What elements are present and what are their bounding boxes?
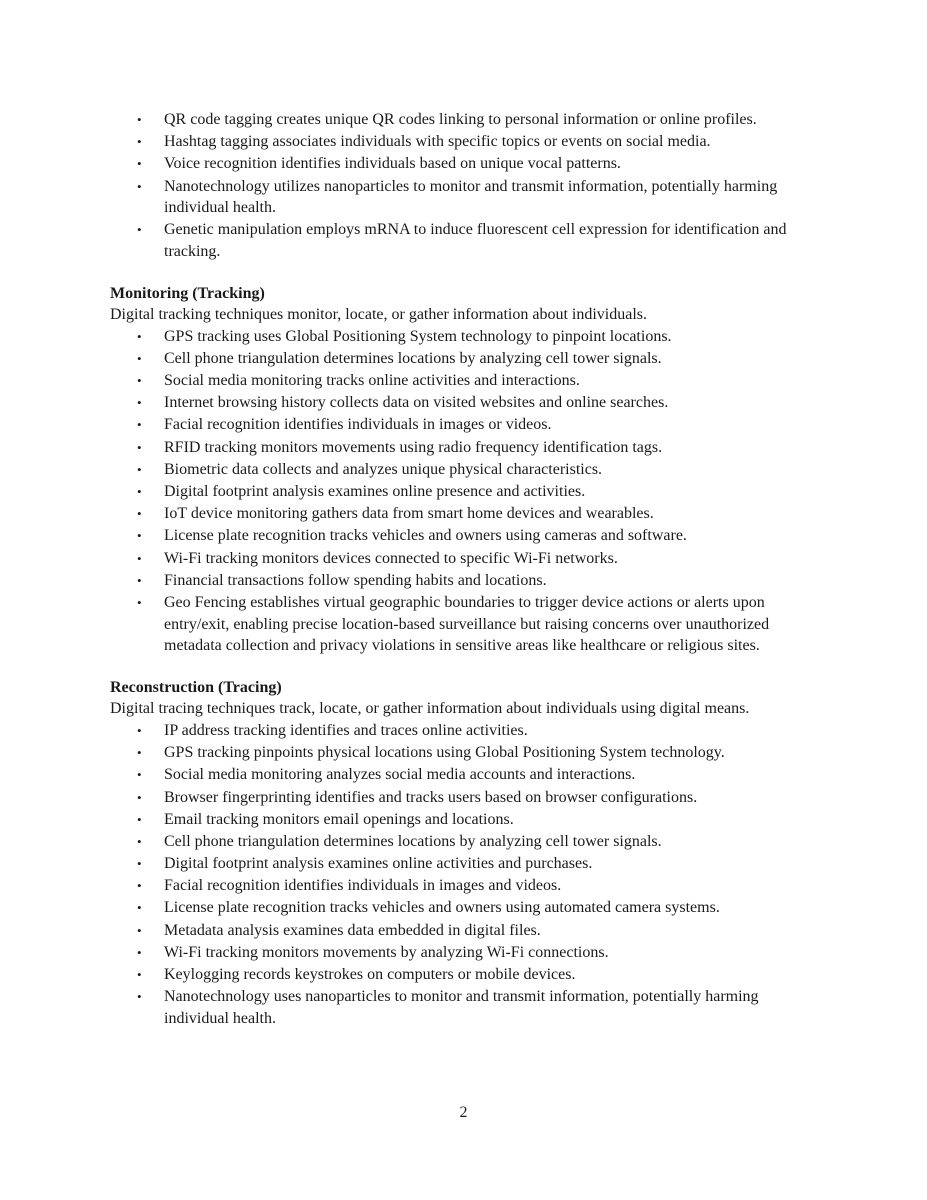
bullet-icon: • <box>137 395 142 411</box>
bullet-icon: • <box>137 112 142 127</box>
bullet-icon: • <box>137 767 142 783</box>
bullet-icon: • <box>137 178 142 194</box>
list-item-text: Social media monitoring tracks online activities and interactions. <box>164 372 580 390</box>
reconstruction-heading: Reconstruction (Tracing) <box>110 678 282 696</box>
list-item <box>137 219 822 262</box>
list-item <box>137 942 822 964</box>
bullet-icon: • <box>137 572 142 588</box>
list-item <box>137 414 822 436</box>
top-bullet-list <box>110 109 822 263</box>
list-item <box>137 326 822 348</box>
list-item <box>137 176 822 219</box>
bullet-icon: • <box>137 789 142 805</box>
list-item-text: Browser fingerprinting identifies and tracks users based on browser configurations. <box>164 788 698 806</box>
list-item <box>137 548 822 570</box>
list-item <box>137 764 822 786</box>
list-item-text: Social media monitoring analyzes social media accounts and interactions. <box>164 766 636 784</box>
list-item <box>137 348 822 370</box>
bullet-icon: • <box>137 222 142 238</box>
bullet-icon: • <box>137 833 142 849</box>
list-item-text: Voice recognition identifies individuals based on unique vocal patterns. <box>164 155 621 173</box>
list-item-text: Digital footprint analysis examines online presence and activities. <box>164 483 586 501</box>
bullet-icon: • <box>137 484 142 500</box>
bullet-icon: • <box>137 944 142 960</box>
list-item-text: Hashtag tagging associates individuals with specific topics or events on social media. <box>164 133 711 151</box>
list-item-text: Wi-Fi tracking monitors movements by analyzing Wi-Fi connections. <box>164 943 609 961</box>
bullet-icon: • <box>137 439 142 455</box>
monitoring-heading: Monitoring (Tracking) <box>110 284 265 302</box>
list-item <box>137 853 822 875</box>
bullet-icon: • <box>137 461 142 477</box>
bullet-icon: • <box>137 134 142 150</box>
list-item <box>137 920 822 942</box>
list-item-text: License plate recognition tracks vehicles and owners using automated camera systems. <box>164 899 720 917</box>
list-item <box>137 986 822 1029</box>
bullet-icon: • <box>137 967 142 982</box>
list-item <box>137 459 822 481</box>
bullet-icon: • <box>137 722 142 738</box>
list-item-text: Metadata analysis examines data embedded in digital files. <box>164 921 541 939</box>
list-item-text: Geo Fencing establishes virtual geographic boundaries to trigger device actions or alerts upon entry/exit, enabling precise location-based surveillance but raising concerns over unauthorized metadata collection and privacy violations in sensitive areas like healthcare or religious sites. <box>164 593 770 655</box>
bullet-icon: • <box>137 989 142 1005</box>
list-item-text: Nanotechnology utilizes nanoparticles to monitor and transmit information, potentially harming individual health. <box>164 177 778 217</box>
list-item <box>137 720 822 742</box>
document-page <box>110 109 822 1030</box>
list-item <box>137 742 822 764</box>
reconstruction-bullet-list <box>110 720 822 1029</box>
list-item-text: Genetic manipulation employs mRNA to induce fluorescent cell expression for identification and tracking. <box>164 221 787 260</box>
list-item-text: License plate recognition tracks vehicles and owners using cameras and software. <box>164 527 687 545</box>
list-item <box>137 875 822 897</box>
list-item <box>137 131 822 153</box>
list-item-text: Facial recognition identifies individuals in images and videos. <box>164 877 562 895</box>
bullet-icon: • <box>137 594 142 610</box>
list-item <box>137 481 822 503</box>
list-item <box>137 787 822 809</box>
bullet-icon: • <box>137 373 142 389</box>
bullet-icon: • <box>137 922 142 938</box>
list-item-text: Keylogging records keystrokes on computers or mobile devices. <box>164 966 576 983</box>
bullet-icon: • <box>137 878 142 894</box>
list-item-text: IoT device monitoring gathers data from smart home devices and wearables. <box>164 505 654 523</box>
list-item-text: Biometric data collects and analyzes unique physical characteristics. <box>164 460 603 478</box>
bullet-icon: • <box>137 900 142 916</box>
list-item-text: IP address tracking identifies and traces online activities. <box>164 721 528 739</box>
bullet-icon: • <box>137 745 142 761</box>
list-item <box>137 437 822 459</box>
list-item-text: Facial recognition identifies individuals in images or videos. <box>164 416 552 434</box>
list-item-text: QR code tagging creates unique QR codes linking to personal information or online profiles. <box>164 111 757 128</box>
bullet-icon: • <box>137 506 142 522</box>
list-item <box>137 525 822 547</box>
list-item <box>137 809 822 831</box>
list-item <box>137 592 822 657</box>
page-number: 2 <box>459 1104 468 1121</box>
bullet-icon: • <box>137 528 142 544</box>
list-item-text: Wi-Fi tracking monitors devices connected to specific Wi-Fi networks. <box>164 549 618 567</box>
list-item-text: Cell phone triangulation determines locations by analyzing cell tower signals. <box>164 832 662 850</box>
bullet-icon: • <box>137 350 142 366</box>
list-item-text: Cell phone triangulation determines locations by analyzing cell tower signals. <box>164 349 662 367</box>
monitoring-intro: Digital tracking techniques monitor, locate, or gather information about individuals. <box>110 306 647 324</box>
list-item-text: RFID tracking monitors movements using radio frequency identification tags. <box>164 438 663 456</box>
list-item <box>137 392 822 414</box>
bullet-icon: • <box>137 328 142 344</box>
bullet-icon: • <box>137 417 142 433</box>
reconstruction-intro: Digital tracing techniques track, locate, or gather information about individuals using digital means. <box>110 700 750 718</box>
list-item <box>137 153 822 175</box>
list-item <box>137 570 822 592</box>
list-item <box>137 503 822 525</box>
bullet-icon: • <box>137 156 142 172</box>
bullet-icon: • <box>137 550 142 566</box>
list-item <box>137 964 822 986</box>
bullet-icon: • <box>137 811 142 827</box>
list-item <box>137 370 822 392</box>
monitoring-bullet-list <box>110 326 822 657</box>
list-item-text: GPS tracking pinpoints physical locations using Global Positioning System technology. <box>164 744 725 762</box>
list-item-text: GPS tracking uses Global Positioning System technology to pinpoint locations. <box>164 327 672 345</box>
bullet-icon: • <box>137 856 142 872</box>
list-item-text: Digital footprint analysis examines online activities and purchases. <box>164 855 593 873</box>
list-item-text: Email tracking monitors email openings and locations. <box>164 810 514 828</box>
list-item <box>137 831 822 853</box>
list-item-text: Nanotechnology uses nanoparticles to monitor and transmit information, potentially harming individual health. <box>164 988 759 1027</box>
list-item <box>137 897 822 919</box>
list-item-text: Financial transactions follow spending habits and locations. <box>164 571 547 589</box>
list-item <box>137 109 822 131</box>
list-item-text: Internet browsing history collects data on visited websites and online searches. <box>164 394 669 412</box>
